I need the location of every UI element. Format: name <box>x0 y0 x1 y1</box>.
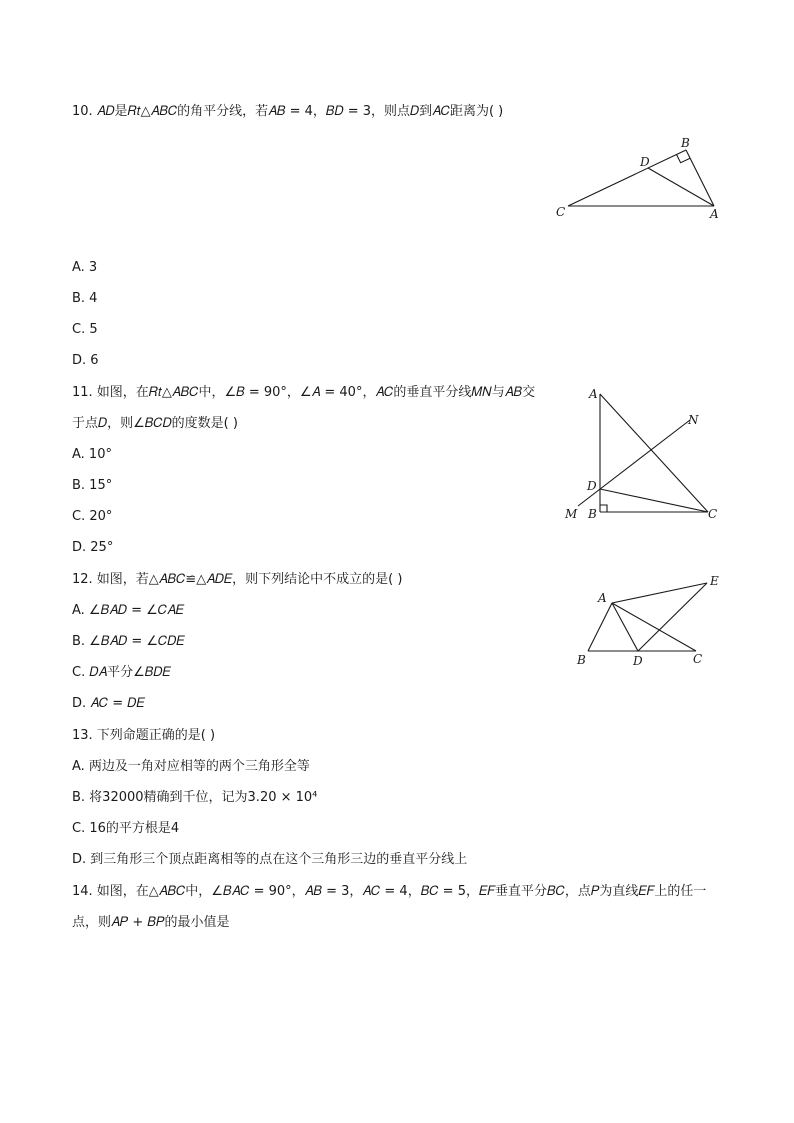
q10-label-a: A <box>710 207 719 221</box>
q11-segment-dc <box>600 489 708 512</box>
q13-option-a: A. 两边及一角对应相等的两个三角形全等 <box>72 759 310 774</box>
q13-stem: 13. 下列命题正确的是( ) <box>72 728 216 743</box>
q14-stem-line2: 点，则𝐴𝑃 + 𝐵𝑃的最小值是 <box>72 915 230 930</box>
q12-label-d: D <box>633 654 643 668</box>
q10-label-b: B <box>681 136 690 150</box>
q12-label-b: B <box>577 653 586 667</box>
q12-label-a: A <box>598 591 607 605</box>
q11-label-b: B <box>588 507 597 521</box>
q14-stem-line1: 14. 如图，在△𝐴𝐵𝐶中，∠𝐵𝐴𝐶 = 90°，𝐴𝐵 = 3，𝐴𝐶 = 4，𝐵𝐶 = 5，𝐸𝐹垂直平分𝐵𝐶，点𝑃为直线𝐸𝐹上的任一 <box>72 884 707 899</box>
q12-option-d: D. 𝐴𝐶 = 𝐷𝐸 <box>72 696 145 711</box>
q11-right-angle-mark <box>600 505 607 512</box>
q11-label-a: A <box>589 387 598 401</box>
q12-option-b: B. ∠𝐵𝐴𝐷 = ∠𝐶𝐷𝐸 <box>72 634 185 649</box>
q13-option-b: B. 将32000精确到千位，记为3.20 × 10⁴ <box>72 790 318 805</box>
q13-option-d: D. 到三角形三个顶点距离相等的点在这个三角形三边的垂直平分线上 <box>72 852 468 867</box>
q10-segment-cb <box>568 150 686 206</box>
q12-label-c: C <box>693 652 703 666</box>
q10-stem: 10. 𝐴𝐷是𝑅𝑡△𝐴𝐵𝐶的角平分线，若𝐴𝐵 = 4，𝐵𝐷 = 3，则点𝐷到𝐴𝐶距离为( ) <box>72 104 504 119</box>
q11-label-n: N <box>688 413 699 427</box>
q11-label-d: D <box>587 479 597 493</box>
q11-label-m: M <box>565 507 578 521</box>
q10-figure <box>550 132 730 224</box>
q10-option-a: A. 3 <box>72 260 98 275</box>
q12-segment-ab <box>588 603 612 651</box>
q11-line-mn <box>578 420 690 506</box>
q13-option-c: C. 16的平方根是4 <box>72 821 180 836</box>
q10-option-c: C. 5 <box>72 322 98 337</box>
q12-stem: 12. 如图，若△𝐴𝐵𝐶≌△𝐴𝐷𝐸，则下列结论中不成立的是( ) <box>72 572 403 587</box>
q10-option-b: B. 4 <box>72 291 98 306</box>
q11-option-b: B. 15° <box>72 478 113 493</box>
q11-option-d: D. 25° <box>72 540 114 555</box>
q12-option-a: A. ∠𝐵𝐴𝐷 = ∠𝐶𝐴𝐸 <box>72 603 184 618</box>
q11-stem-line2: 于点𝐷，则∠𝐵𝐶𝐷的度数是( ) <box>72 416 238 431</box>
q11-figure <box>560 384 730 526</box>
q12-option-c: C. 𝐷𝐴平分∠𝐵𝐷𝐸 <box>72 665 171 680</box>
q10-label-d: D <box>640 155 650 169</box>
q12-segment-de <box>638 583 707 651</box>
q12-segment-ae <box>612 583 707 603</box>
q11-segment-ac <box>600 394 708 512</box>
q10-label-c: C <box>556 205 566 219</box>
q10-right-angle-mark <box>677 155 691 163</box>
q11-label-c: C <box>708 507 718 521</box>
q10-option-d: D. 6 <box>72 353 99 368</box>
q11-option-c: C. 20° <box>72 509 113 524</box>
q11-option-a: A. 10° <box>72 447 112 462</box>
q11-stem-line1: 11. 如图，在𝑅𝑡△𝐴𝐵𝐶中，∠𝐵 = 90°，∠𝐴 = 40°，𝐴𝐶的垂直平分线𝑀𝑁与𝐴𝐵交 <box>72 385 536 400</box>
q12-figure <box>570 570 730 670</box>
q12-label-e: E <box>710 574 719 588</box>
